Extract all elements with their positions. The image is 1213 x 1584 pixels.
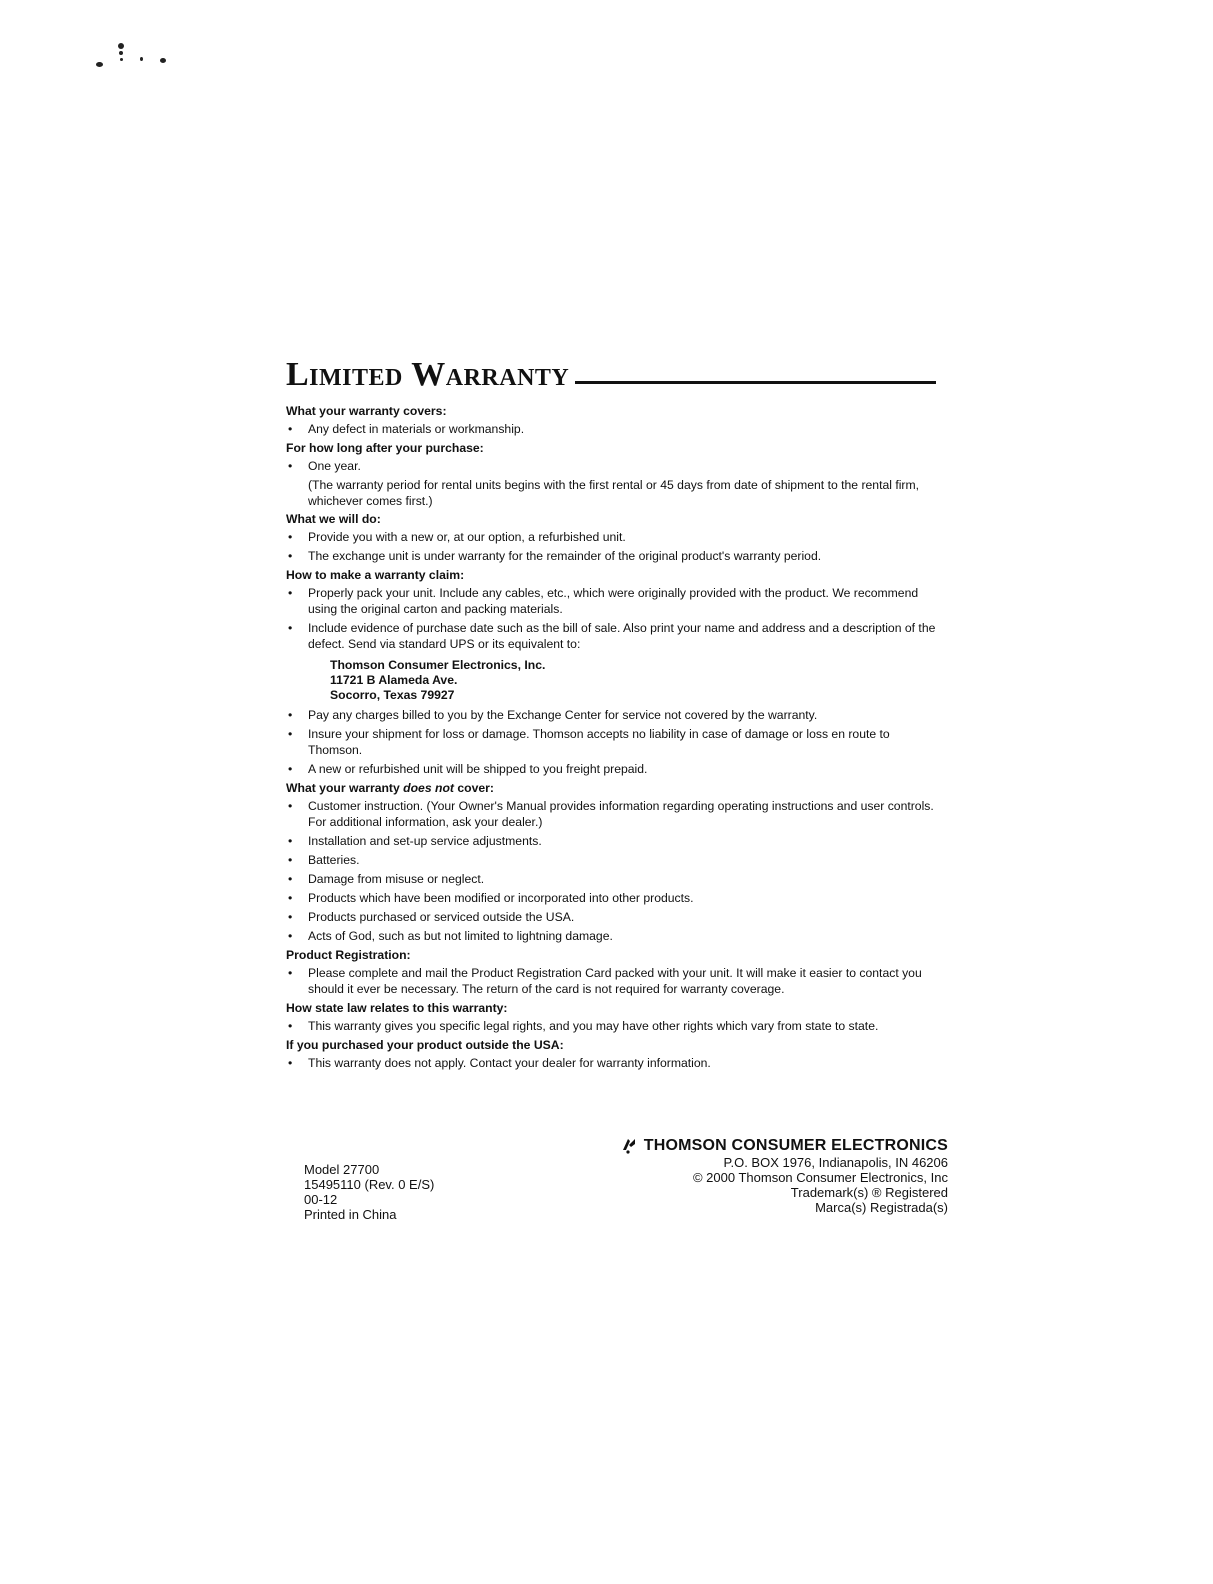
list-item: • Insure your shipment for loss or damage. Thomson accepts no liability in case of damage or loss en route to Thomson. [286, 726, 936, 758]
address-line: Socorro, Texas 79927 [330, 688, 455, 702]
list-item: • A new or refurbished unit will be shipped to you freight prepaid. [286, 761, 936, 777]
footer-company-info [560, 1136, 948, 1215]
heading-not-cover-post: cover: [457, 781, 494, 795]
heading-not-cover [286, 780, 936, 796]
footer-model-info [304, 1162, 434, 1222]
heading-outside-usa: If you purchased your product outside the USA: [286, 1038, 564, 1052]
address-line: Thomson Consumer Electronics, Inc. [330, 658, 546, 672]
list-registration [286, 965, 936, 997]
list-item: • This warranty gives you specific legal rights, and you may have other rights which vary from state to state. [286, 1018, 936, 1034]
list-item: • One year. [286, 458, 936, 474]
date-code-line: 00-12 [304, 1192, 338, 1207]
list-not-cover [286, 798, 936, 944]
list-item: • This warranty does not apply. Contact your dealer for warranty information. [286, 1055, 936, 1071]
thomson-logo-icon [620, 1136, 638, 1154]
marca-line: Marca(s) Registrada(s) [815, 1200, 948, 1215]
copyright-line: © 2000 Thomson Consumer Electronics, Inc [692, 1170, 948, 1185]
heading-state-law: How state law relates to this warranty: [286, 1001, 508, 1015]
list-item: • The exchange unit is under warranty for the remainder of the original product's warranty period. [286, 548, 936, 564]
address-line: 11721 B Alameda Ave. [330, 673, 458, 687]
list-item: • Include evidence of purchase date such as the bill of sale. Also print your name and address and a description of the defect. Send via standard UPS or its equivalent to: [286, 620, 936, 652]
model-line: Model 27700 [304, 1162, 380, 1177]
list-item: • Damage from misuse or neglect. [286, 871, 936, 887]
po-box-line: P.O. BOX 1976, Indianapolis, IN 46206 [723, 1155, 948, 1170]
list-how-long [286, 458, 936, 474]
printed-in-line: Printed in China [304, 1207, 397, 1222]
part-number-line: 15495110 (Rev. 0 E/S) [304, 1177, 435, 1192]
list-item: • Any defect in materials or workmanship. [286, 421, 936, 437]
warranty-body [286, 403, 936, 1071]
heading-how-long: For how long after your purchase: [286, 441, 484, 455]
heading-claim: How to make a warranty claim: [286, 568, 465, 582]
exchange-address [286, 658, 936, 703]
list-we-will-do [286, 529, 936, 564]
list-outside-usa [286, 1055, 936, 1071]
list-covers [286, 421, 936, 437]
list-item: • Customer instruction. (Your Owner's Manual provides information regarding operating instructions and user controls. For additional information, ask your dealer.) [286, 798, 936, 830]
list-item: • Batteries. [286, 852, 936, 868]
list-item: • Products purchased or serviced outside the USA. [286, 909, 936, 925]
list-item: • Properly pack your unit. Include any cables, etc., which were originally provided with the product. We recommend using the original carton and packing materials. [286, 585, 936, 617]
page-title: Limited Warranty [286, 358, 575, 392]
rental-note: (The warranty period for rental units begins with the first rental or 45 days from date of shipment to the rental firm, whichever comes first.) [308, 478, 920, 508]
title-row [286, 358, 936, 398]
list-item: • Products which have been modified or incorporated into other products. [286, 890, 936, 906]
brand-row [560, 1136, 948, 1154]
heading-we-will-do: What we will do: [286, 512, 381, 526]
brand-name: THOMSON CONSUMER ELECTRONICS [643, 1136, 948, 1154]
list-item: • Provide you with a new or, at our option, a refurbished unit. [286, 529, 936, 545]
heading-covers: What your warranty covers: [286, 404, 447, 418]
heading-registration: Product Registration: [286, 948, 411, 962]
list-item: • Please complete and mail the Product Registration Card packed with your unit. It will make it easier to contact you should it ever be necessary. The return of the card is not required for warranty coverage. [286, 965, 936, 997]
list-item: • Pay any charges billed to you by the Exchange Center for service not covered by the warranty. [286, 707, 936, 723]
heading-not-cover-em: does not [403, 781, 454, 795]
heading-not-cover-pre: What your warranty [286, 781, 400, 795]
list-state-law [286, 1018, 936, 1034]
list-claim [286, 585, 936, 652]
list-claim-after [286, 707, 936, 777]
warranty-page [286, 358, 936, 1074]
list-item: • Acts of God, such as but not limited to lightning damage. [286, 928, 936, 944]
list-item: • Installation and set-up service adjustments. [286, 833, 936, 849]
trademark-line: Trademark(s) ® Registered [790, 1185, 948, 1200]
